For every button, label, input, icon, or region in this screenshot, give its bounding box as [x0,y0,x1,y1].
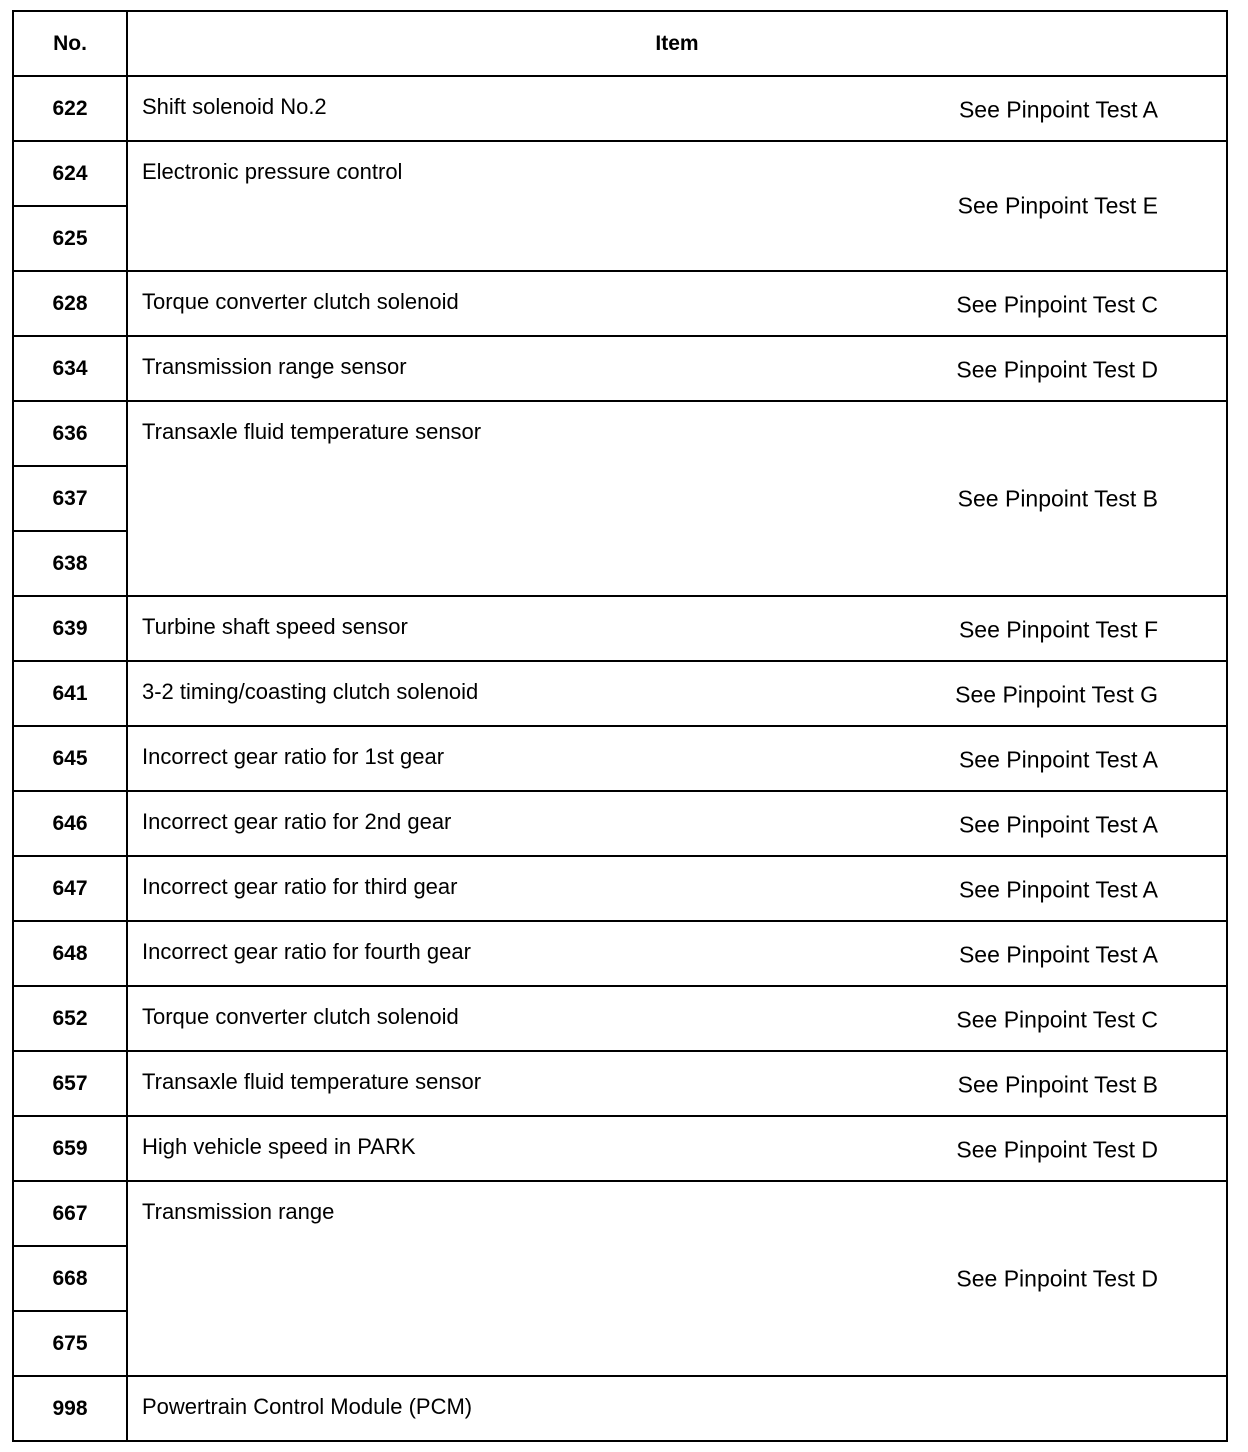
code-cell: 647 [13,856,127,921]
table-row [13,141,1227,206]
table-row [13,596,1227,661]
item-description: Transmission range sensor [142,354,407,379]
code-cell: 657 [13,1051,127,1116]
item-cell [127,76,1227,141]
item-description: Incorrect gear ratio for fourth gear [142,939,471,964]
item-cell [127,921,1227,986]
table-row [13,336,1227,401]
code-cell: 624 [13,141,127,206]
table-row [13,401,1227,466]
table-row [13,856,1227,921]
table-row [13,921,1227,986]
table-row [13,726,1227,791]
pinpoint-test-reference: See Pinpoint Test D [956,356,1158,383]
item-description: 3-2 timing/coasting clutch solenoid [142,679,479,704]
table-row [13,1181,1227,1246]
code-cell: 639 [13,596,127,661]
header-item: Item [127,11,1227,76]
table-row [13,986,1227,1051]
item-cell [127,1181,1227,1376]
header-no: No. [13,11,127,76]
item-cell [127,1376,1227,1441]
pinpoint-test-reference: See Pinpoint Test B [957,485,1158,511]
item-cell [127,336,1227,401]
table-row [13,791,1227,856]
code-cell: 622 [13,76,127,141]
item-description: Transaxle fluid temperature sensor [142,1069,482,1094]
item-cell [127,401,1227,596]
pinpoint-test-reference: See Pinpoint Test A [958,811,1158,838]
pinpoint-test-reference: See Pinpoint Test B [957,1071,1158,1098]
item-cell [127,596,1227,661]
table-row [13,271,1227,336]
pinpoint-test-reference: See Pinpoint Test C [956,1006,1158,1033]
item-cell [127,856,1227,921]
item-cell [127,271,1227,336]
item-description: Incorrect gear ratio for 2nd gear [142,809,452,834]
item-cell [127,1116,1227,1181]
pinpoint-test-reference: See Pinpoint Test D [956,1136,1158,1163]
code-cell: 668 [13,1246,127,1311]
table-row [13,1116,1227,1181]
code-cell: 648 [13,921,127,986]
code-cell: 638 [13,531,127,596]
pinpoint-test-reference: See Pinpoint Test D [956,1265,1158,1291]
item-cell [127,726,1227,791]
item-cell [127,141,1227,271]
item-description: Electronic pressure control [142,159,403,184]
code-cell: 641 [13,661,127,726]
code-cell: 659 [13,1116,127,1181]
code-cell: 625 [13,206,127,271]
table-row [13,76,1227,141]
code-cell: 675 [13,1311,127,1376]
item-description: Turbine shaft speed sensor [142,614,408,639]
code-cell: 636 [13,401,127,466]
item-description: Transmission range [142,1199,335,1224]
code-cell: 634 [13,336,127,401]
code-cell: 628 [13,271,127,336]
pinpoint-test-reference: See Pinpoint Test F [958,616,1158,643]
dtc-table [12,10,1228,1442]
item-description: High vehicle speed in PARK [142,1134,416,1159]
code-cell: 645 [13,726,127,791]
table-row [13,1376,1227,1441]
table-row [13,1051,1227,1116]
item-description: Incorrect gear ratio for 1st gear [142,744,445,769]
item-cell [127,791,1227,856]
pinpoint-test-reference: See Pinpoint Test A [958,941,1158,968]
header-row [13,11,1227,76]
item-description: Torque converter clutch solenoid [142,289,459,314]
item-description: Powertrain Control Module (PCM) [142,1394,473,1419]
code-cell: 637 [13,466,127,531]
pinpoint-test-reference: See Pinpoint Test A [958,876,1158,903]
item-description: Torque converter clutch solenoid [142,1004,459,1029]
item-cell [127,986,1227,1051]
code-cell: 646 [13,791,127,856]
item-cell [127,661,1227,726]
code-cell: 998 [13,1376,127,1441]
item-description: Shift solenoid No.2 [142,94,327,119]
item-description: Transaxle fluid temperature sensor [142,419,482,444]
code-cell: 652 [13,986,127,1051]
item-cell [127,1051,1227,1116]
pinpoint-test-reference: See Pinpoint Test E [957,192,1158,219]
table-row [13,661,1227,726]
pinpoint-test-reference: See Pinpoint Test A [958,96,1158,123]
pinpoint-test-reference: See Pinpoint Test C [956,291,1158,318]
item-description: Incorrect gear ratio for third gear [142,874,458,899]
code-cell: 667 [13,1181,127,1246]
table-body [13,76,1227,1441]
pinpoint-test-reference: See Pinpoint Test G [955,681,1158,708]
pinpoint-test-reference: See Pinpoint Test A [958,746,1158,773]
